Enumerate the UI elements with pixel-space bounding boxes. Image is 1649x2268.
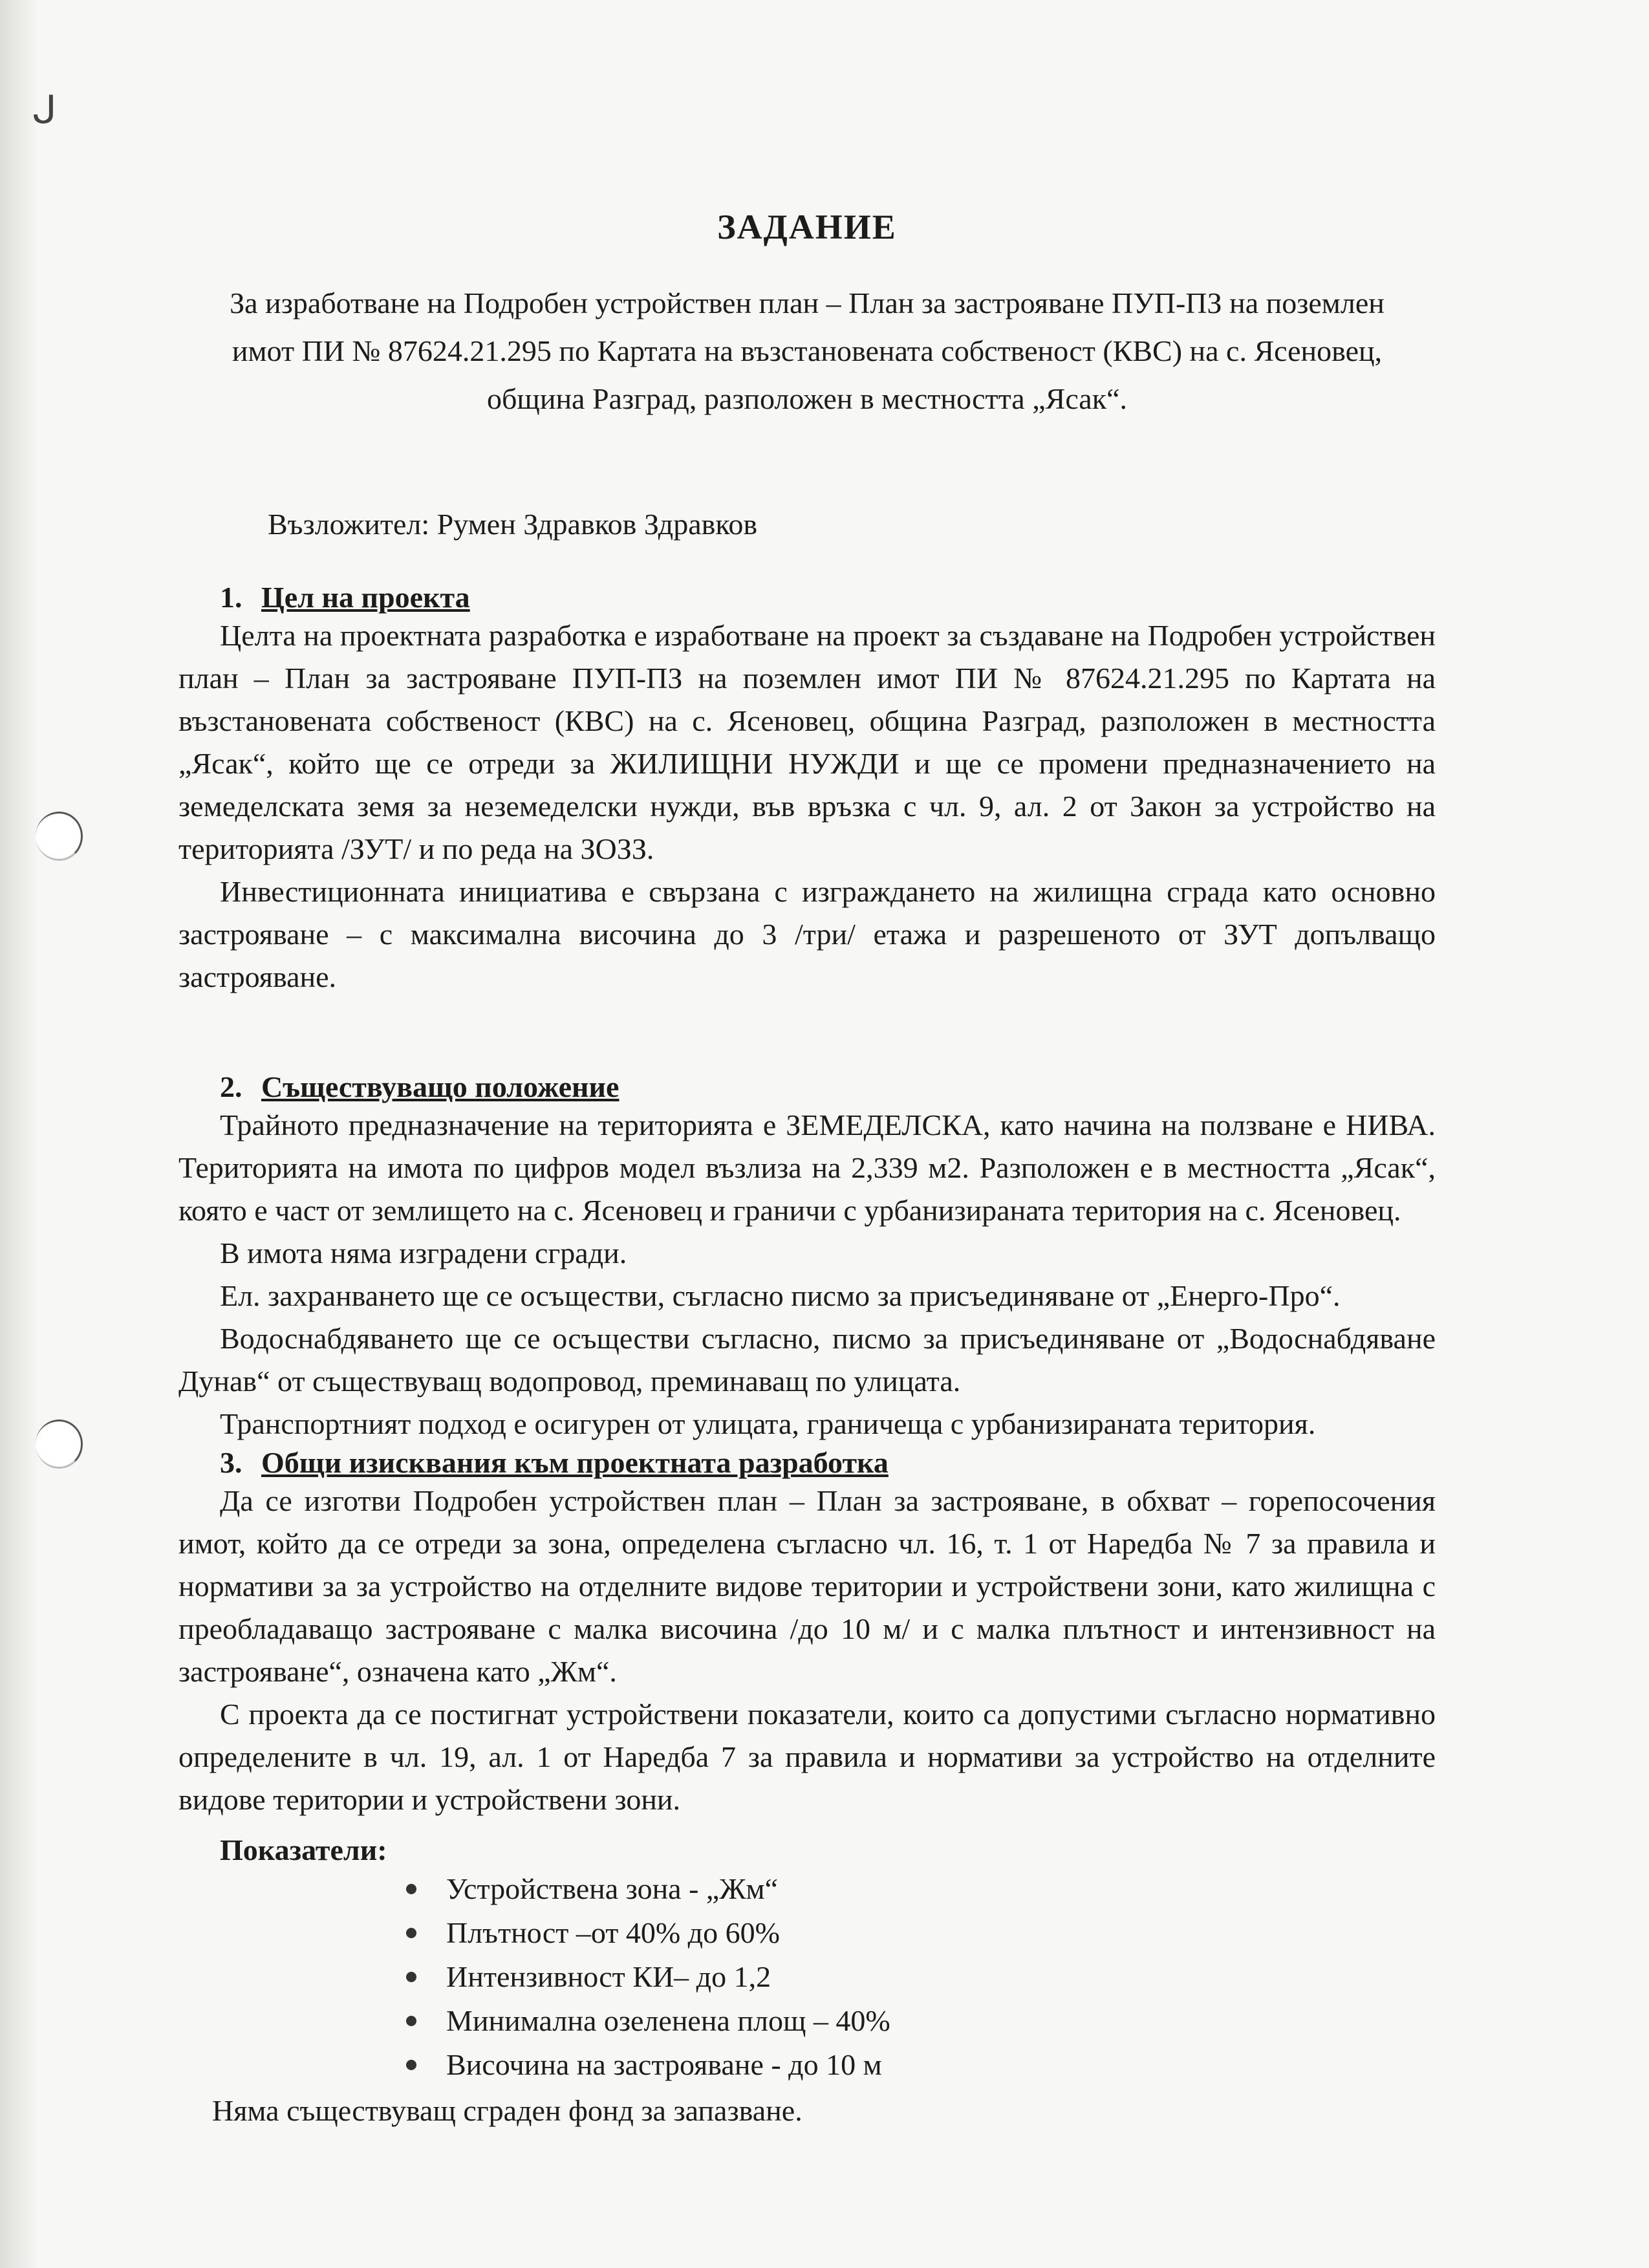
bullet-icon — [406, 1972, 416, 1982]
section-2-paragraph-1: Трайното предназначение на територията е ЗЕМЕДЕЛСКА, като начина на ползване е НИВА. Територията на имота по цифров модел възлиза на 2,339 м2. Разположен е в местността „Ясак“, която е част от землището на с. Ясеновец и граничи с урбанизираната територия на с. Ясеновец. — [178, 1108, 1436, 1227]
indicator-item — [400, 2043, 1436, 2087]
section-2-paragraph-4: Водоснабдяването ще се осъществи съгласно, писмо за присъединяване от „Водоснабдяване Дунав“ от съществуващ водопровод, преминаващ по улицата. — [178, 1322, 1436, 1398]
section-title: Съществуващо положение — [261, 1070, 620, 1103]
closing-note: Няма съществуващ сграден фонд за запазване. — [212, 2094, 803, 2127]
section-2-paragraph-3: Ел. захранването ще се осъществи, съгласно писмо за присъединяване от „Енерго-Про“. — [220, 1279, 1341, 1312]
section-number: 2. — [220, 1070, 242, 1103]
bullet-icon — [406, 2060, 416, 2070]
bullet-icon — [406, 2016, 416, 2026]
indicators-heading: Показатели: — [220, 1833, 387, 1866]
page-edge-shadow — [0, 0, 39, 2268]
indicator-text: Плътност –от 40% до 60% — [446, 1916, 780, 1949]
section-1-paragraph-1: Целта на проектната разработка е изработване на проект за създаване на Подробен устройствен план – План за застрояване ПУП-ПЗ на поземлен имот ПИ № 87624.21.295 по Картата на възстановената собственост (КВС) на с. Ясеновец, община Разград, разположен в местността „Ясак“, който ще се отреди за ЖИЛИЩНИ НУЖДИ и ще се промени предназначението на земеделската земя за неземеделски нужди, във връзка с чл. 9, ал. 2 от Закон за устройство на територията /ЗУТ/ и по реда на ЗОЗЗ. — [178, 619, 1436, 865]
document-body — [178, 194, 1436, 2132]
document-subtitle: За изработване на Подробен устройствен план – План за застрояване ПУП-ПЗ на поземлен имот ПИ № 87624.21.295 по Картата на възстановената собственост (КВС) на с. Ясеновец, община Разград, разположен в местността „Ясак“. — [230, 286, 1385, 415]
section-title: Цел на проекта — [261, 581, 470, 614]
section-3-paragraph-2: С проекта да се постигнат устройствени показатели, които са допустими съгласно нормативно определените в чл. 19, ал. 1 от Наредба 7 за правила и нормативи за устройство на отделните видове територии и устройствени зони. — [178, 1698, 1436, 1816]
bullet-icon — [406, 1884, 416, 1894]
section-2-heading — [220, 1070, 1436, 1104]
indicator-item — [400, 1867, 1436, 1911]
punch-hole-bottom — [36, 1420, 83, 1469]
section-2-paragraph-2: В имота няма изградени сгради. — [220, 1237, 627, 1269]
indicator-item — [400, 1911, 1436, 1955]
indicator-text: Височина на застрояване - до 10 м — [446, 2048, 882, 2081]
section-number: 1. — [220, 581, 242, 614]
section-2-paragraph-5: Транспортният подход е осигурен от улицата, граничеща с урбанизираната територия. — [220, 1407, 1316, 1440]
section-1-heading — [220, 580, 1436, 614]
punch-hole-top — [36, 812, 83, 861]
indicator-text: Устройствена зона - „Жм“ — [446, 1872, 779, 1905]
section-1-paragraph-2: Инвестиционната инициатива е свързана с изграждането на жилищна сграда като основно застрояване – с максимална височина до 3 /три/ етажа и разрешеното от ЗУТ допълващо застрояване. — [178, 875, 1436, 993]
section-3-heading — [220, 1445, 1436, 1480]
assignor-line: Възложител: Румен Здравков Здравков — [268, 508, 758, 541]
indicator-text: Интензивност КИ– до 1,2 — [446, 1960, 771, 1993]
bullet-icon — [406, 1928, 416, 1938]
document-title: ЗАДАНИЕ — [717, 208, 897, 246]
section-title: Общи изисквания към проектната разработка — [261, 1446, 889, 1479]
indicator-item — [400, 1955, 1436, 1999]
indicators-list — [178, 1867, 1436, 2087]
indicator-text: Минимална озеленена площ – 40% — [446, 2004, 890, 2037]
handwritten-mark: ᒍ — [32, 87, 57, 133]
section-number: 3. — [220, 1446, 242, 1479]
section-3-paragraph-1: Да се изготви Подробен устройствен план – План за застрояване, в обхват – горепосочения имот, който да се отреди за зона, определена съгласно чл. 16, т. 1 от Наредба № 7 за правила и нормативи за за устройство на отделните видове територии и устройствени зони, като жилищна с преобладаващо застрояване с малка височина /до 10 м/ и с малка плътност и интензивност на застрояване“, означена като „Жм“. — [178, 1484, 1436, 1688]
indicator-item — [400, 1999, 1436, 2043]
